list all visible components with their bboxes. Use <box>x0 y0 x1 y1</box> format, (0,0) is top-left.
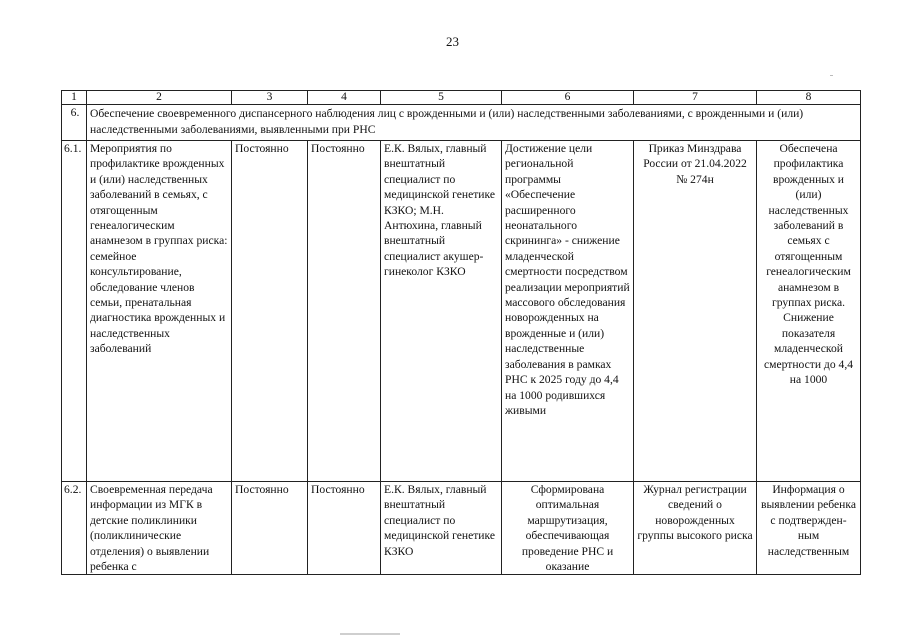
scan-artifact <box>340 633 400 635</box>
table-row <box>62 141 861 482</box>
document-cell: Журнал регистрации сведений о новорожденных группы высокого риска <box>634 482 757 575</box>
plan-table <box>61 90 861 575</box>
column-number: 1 <box>62 91 87 105</box>
table-row <box>62 482 861 575</box>
column-number: 4 <box>308 91 381 105</box>
start-date-cell: Постоянно <box>232 141 308 482</box>
section-title: Обеспечение своевременного диспансерного наблюдения лиц с врожденными и (или) наследственными заболеваниями, с врожденными и (или) наследственными заболеваниями, выявленными при РНС <box>87 105 861 141</box>
column-number: 2 <box>87 91 232 105</box>
column-number: 8 <box>757 91 861 105</box>
column-number: 5 <box>381 91 502 105</box>
event-cell: Мероприятия по профилактике врожденных и (или) наследственных заболеваний в семьях, с отягощенным генеалогическим анамнезом в группах риска: семейное консультирование, обследование членов семьи, пренатальная диагностика врожденных и наследственных заболеваний <box>87 141 232 482</box>
section-number: 6. <box>62 105 87 141</box>
scan-artifact <box>830 75 833 76</box>
indicator-cell: Информация о выявлении ребенка с подтвержден-ным наследственным <box>757 482 861 575</box>
column-number: 7 <box>634 91 757 105</box>
end-date-cell: Постоянно <box>308 141 381 482</box>
row-number: 6.2. <box>62 482 87 575</box>
start-date-cell: Постоянно <box>232 482 308 575</box>
indicator-cell: Обеспечена профилактика врожденных и (или) наследственных заболеваний в семьях с отягощенным генеалогическим анамнезом в группах риска. Снижение показателя младенческой смертности до 4,4 на 1000 <box>757 141 861 482</box>
end-date-cell: Постоянно <box>308 482 381 575</box>
result-cell: Достижение цели региональной программы «Обеспечение расширенного неонатального скрининга» - снижение младенческой смертности посредством реализации мероприятий массового обследования новорожденных на врожденные и (или) наследственные заболевания в рамках РНС к 2025 году до 4,4 на 1000 родившихся живыми <box>502 141 634 482</box>
section-row <box>62 105 861 141</box>
column-number: 6 <box>502 91 634 105</box>
row-number: 6.1. <box>62 141 87 482</box>
column-number-row <box>62 91 861 105</box>
column-number: 3 <box>232 91 308 105</box>
page-number: 23 <box>446 34 459 49</box>
result-cell: Сформирована оптимальная маршрутизация, обеспечивающая проведение РНС и оказание <box>502 482 634 575</box>
document-cell: Приказ Минздрава России от 21.04.2022 № 274н <box>634 141 757 482</box>
responsible-cell: Е.К. Вялых, главный внештатный специалист по медицинской генетике КЗКО <box>381 482 502 575</box>
event-cell: Своевременная передача информации из МГК в детские поликлиники (поликлинические отделения) о выявлении ребенка с <box>87 482 232 575</box>
responsible-cell: Е.К. Вялых, главный внештатный специалист по медицинской генетике КЗКО; М.Н. Антюхина, главный внештатный специалист акушер-гинеколог КЗКО <box>381 141 502 482</box>
